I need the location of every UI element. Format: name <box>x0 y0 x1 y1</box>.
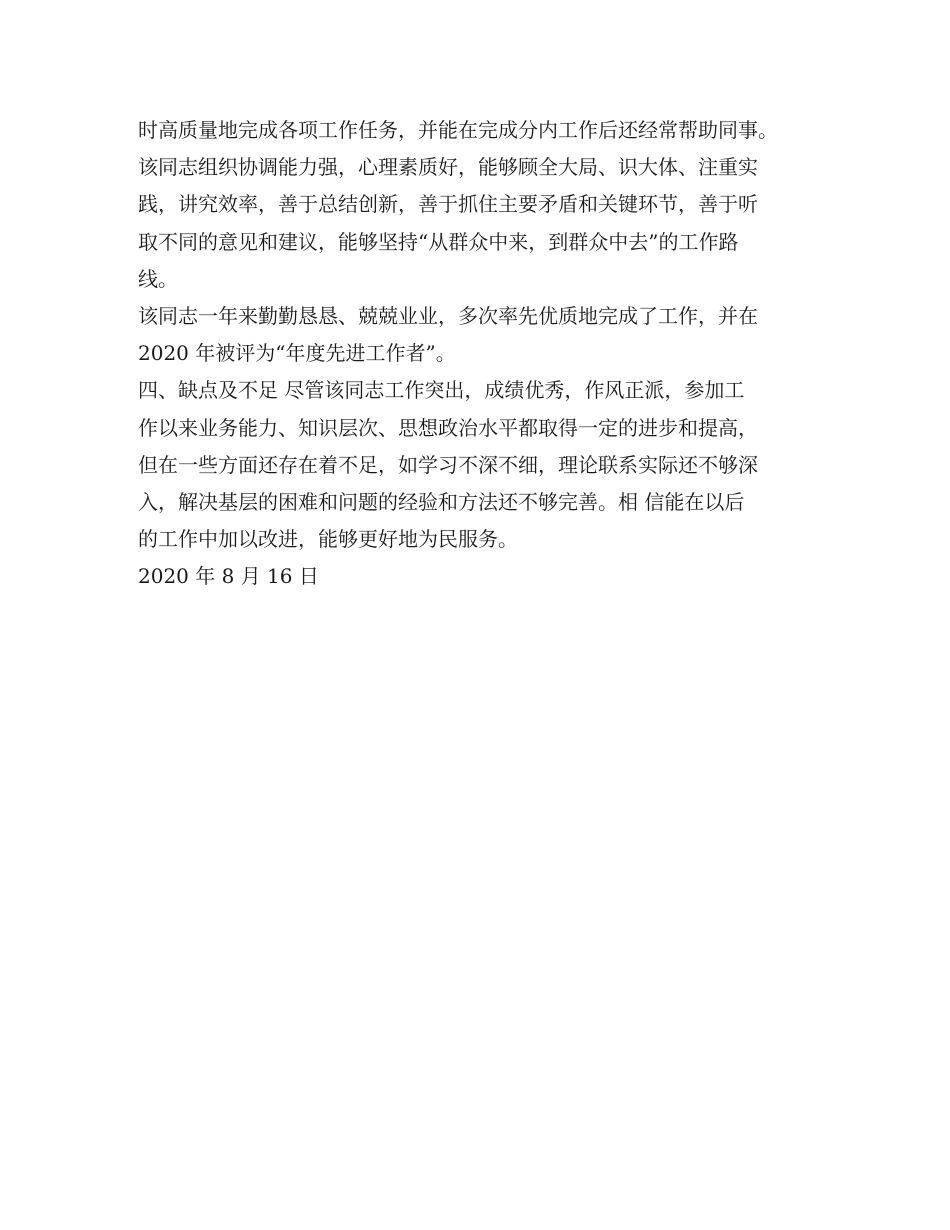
text-line: 取不同的意见和建议，能够坚持“从群众中来，到群众中去”的工作路 <box>138 229 739 254</box>
text-line: 的工作中加以改进，能够更好地为民服务。 <box>138 527 518 552</box>
text-line: 践，讲究效率，善于总结创新，善于抓住主要矛盾和关键环节，善于听 <box>138 192 758 217</box>
text-line: 但在一些方面还存在着不足，如学习不深不细，理论联系实际还不够深 <box>138 452 758 477</box>
document-body <box>138 112 838 595</box>
text-line: 线。 <box>138 266 178 291</box>
text-line: 该同志组织协调能力强，心理素质好，能够顾全大局、识大体、注重实 <box>138 155 758 180</box>
text-line: 该同志一年来勤勤恳恳、兢兢业业，多次率先优质地完成了工作，并在 <box>138 303 758 328</box>
text-line: 作以来业务能力、知识层次、思想政治水平都取得一定的进步和提高， <box>138 415 758 440</box>
section-heading-line: 四、缺点及不足 尽管该同志工作突出，成绩优秀，作风正派，参加工 <box>138 378 745 403</box>
date-line: 2020 年 8 月 16 日 <box>138 564 319 589</box>
text-line: 入，解决基层的困难和问题的经验和方法还不够完善。相 信能在以后 <box>138 489 745 514</box>
text-line: 时高质量地完成各项工作任务，并能在完成分内工作后还经常帮助同事。 <box>138 118 778 142</box>
text-line: 2020 年被评为“年度先进工作者”。 <box>138 341 456 366</box>
